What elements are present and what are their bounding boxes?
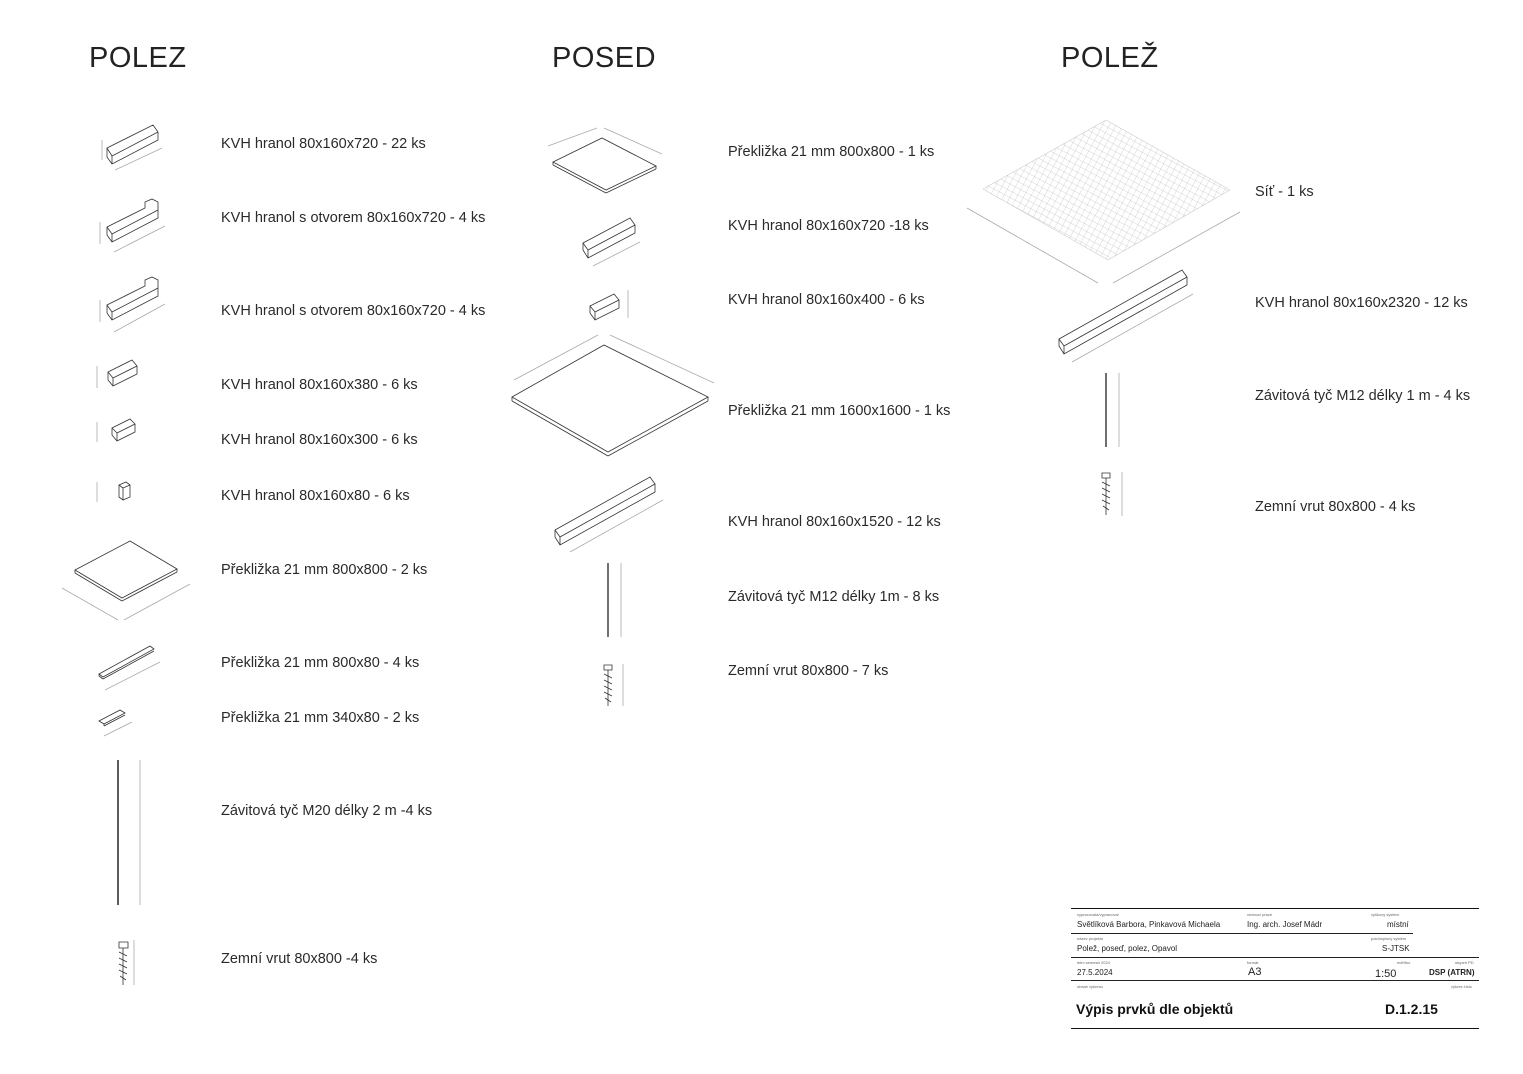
column-title-polez: POLEZ (89, 42, 187, 74)
beam-720-drawing (583, 218, 640, 266)
beam-2320-drawing (1059, 270, 1193, 362)
beam-1520-drawing (555, 477, 663, 552)
net-drawing (967, 120, 1240, 283)
authors: Světlíková Barbora, Pinkavová Michaela (1077, 920, 1221, 929)
polez-item-label: KVH hranol s otvorem 80x160x720 - 4 ks (221, 303, 486, 319)
polez2-item-label: KVH hranol 80x160x2320 - 12 ks (1255, 295, 1468, 311)
polez-item-label: KVH hranol 80x160x300 - 6 ks (221, 432, 418, 448)
posed-item-label: KVH hranol 80x160x400 - 6 ks (728, 292, 925, 308)
height-system-label: výškový systém (1371, 912, 1400, 917)
number-label: výkres číslo (1451, 984, 1472, 989)
beam-380-drawing (97, 360, 137, 388)
plywood-strip-drawing (99, 646, 160, 690)
polez-item-label: KVH hranol s otvorem 80x160x720 - 4 ks (221, 210, 486, 226)
project-label: název projektu (1077, 936, 1104, 941)
drawing-title: Výpis prvků dle objektů (1076, 1001, 1234, 1017)
polez-item-label: Zemní vrut 80x800 -4 ks (221, 951, 378, 967)
beam-400-drawing (590, 290, 628, 320)
posed-item-label: KVH hranol 80x160x1520 - 12 ks (728, 514, 941, 530)
stage-label: stupeň PD (1455, 960, 1474, 965)
polez-item-label: KVH hranol 80x160x720 - 22 ks (221, 136, 426, 152)
threaded-rod-m12-drawing (608, 563, 621, 637)
format-label: formát (1247, 960, 1259, 965)
drawing-number: D.1.2.15 (1385, 1001, 1438, 1017)
posed-item-label: KVH hranol 80x160x720 -18 ks (728, 218, 929, 234)
plywood-short-strip-drawing (99, 710, 132, 736)
scale: 1:50 (1375, 968, 1397, 980)
polez2-item-label: Zemní vrut 80x800 - 4 ks (1255, 499, 1416, 515)
stage: DSP (ATRN) (1429, 968, 1475, 977)
beam-300-drawing (97, 419, 135, 442)
polez-item-label: Závitová tyč M20 délky 2 m -4 ks (221, 803, 433, 819)
polez2-item-label: Závitová tyč M12 délky 1 m - 4 ks (1255, 388, 1471, 404)
polez-item-label: Překližka 21 mm 800x800 - 2 ks (221, 562, 428, 578)
polez-item-label: KVH hranol 80x160x80 - 6 ks (221, 488, 410, 504)
plywood-800-drawing (548, 128, 662, 193)
coord-system: S-JTSK (1382, 944, 1410, 953)
polez-item-label: KVH hranol 80x160x380 - 6 ks (221, 377, 418, 393)
ground-screw-drawing (119, 940, 134, 985)
authors-label: vypracovala/vypracoval (1077, 912, 1119, 917)
posed-item-label: Závitová tyč M12 délky 1m - 8 ks (728, 589, 940, 605)
height-system: místní (1387, 920, 1409, 929)
polez2-item-label: Síť - 1 ks (1255, 184, 1314, 200)
supervisor: Ing. arch. Josef Mádr (1247, 920, 1323, 929)
beam-720-drawing (102, 125, 162, 170)
scale-label: měřítko (1397, 960, 1411, 965)
title-block (1071, 908, 1479, 1030)
column-title-polez-2: POLEŽ (1061, 42, 1159, 74)
plywood-800-drawing (62, 541, 190, 620)
date-label: letní semestr 2024 (1077, 960, 1110, 965)
column-title-posed: POSED (552, 42, 657, 74)
posed-item-label: Překližka 21 mm 1600x1600 - 1 ks (728, 403, 951, 419)
date: 27.5.2024 (1077, 968, 1113, 977)
content-label: obsah výkresu (1077, 984, 1103, 989)
supervisor-label: vedoucí práce (1247, 912, 1273, 917)
format: A3 (1248, 966, 1262, 978)
posed-item-label: Zemní vrut 80x800 - 7 ks (728, 663, 889, 679)
polez-item-label: Překližka 21 mm 800x80 - 4 ks (221, 655, 420, 671)
beam-with-hole-drawing (100, 277, 165, 332)
posed-item-label: Překližka 21 mm 800x800 - 1 ks (728, 144, 935, 160)
project-name: Polež, poseď, polez, Opavol (1077, 944, 1178, 953)
coord-system-label: polohopisný systém (1371, 936, 1407, 941)
polez-item-label: Překližka 21 mm 340x80 - 2 ks (221, 710, 420, 726)
plywood-1600-drawing (512, 335, 714, 456)
ground-screw-drawing (1102, 472, 1122, 516)
beam-with-hole-drawing (100, 199, 165, 252)
threaded-rod-m12-drawing (1106, 373, 1119, 447)
ground-screw-drawing (604, 664, 623, 706)
beam-80-drawing (97, 482, 130, 502)
threaded-rod-m20-drawing (118, 760, 140, 905)
